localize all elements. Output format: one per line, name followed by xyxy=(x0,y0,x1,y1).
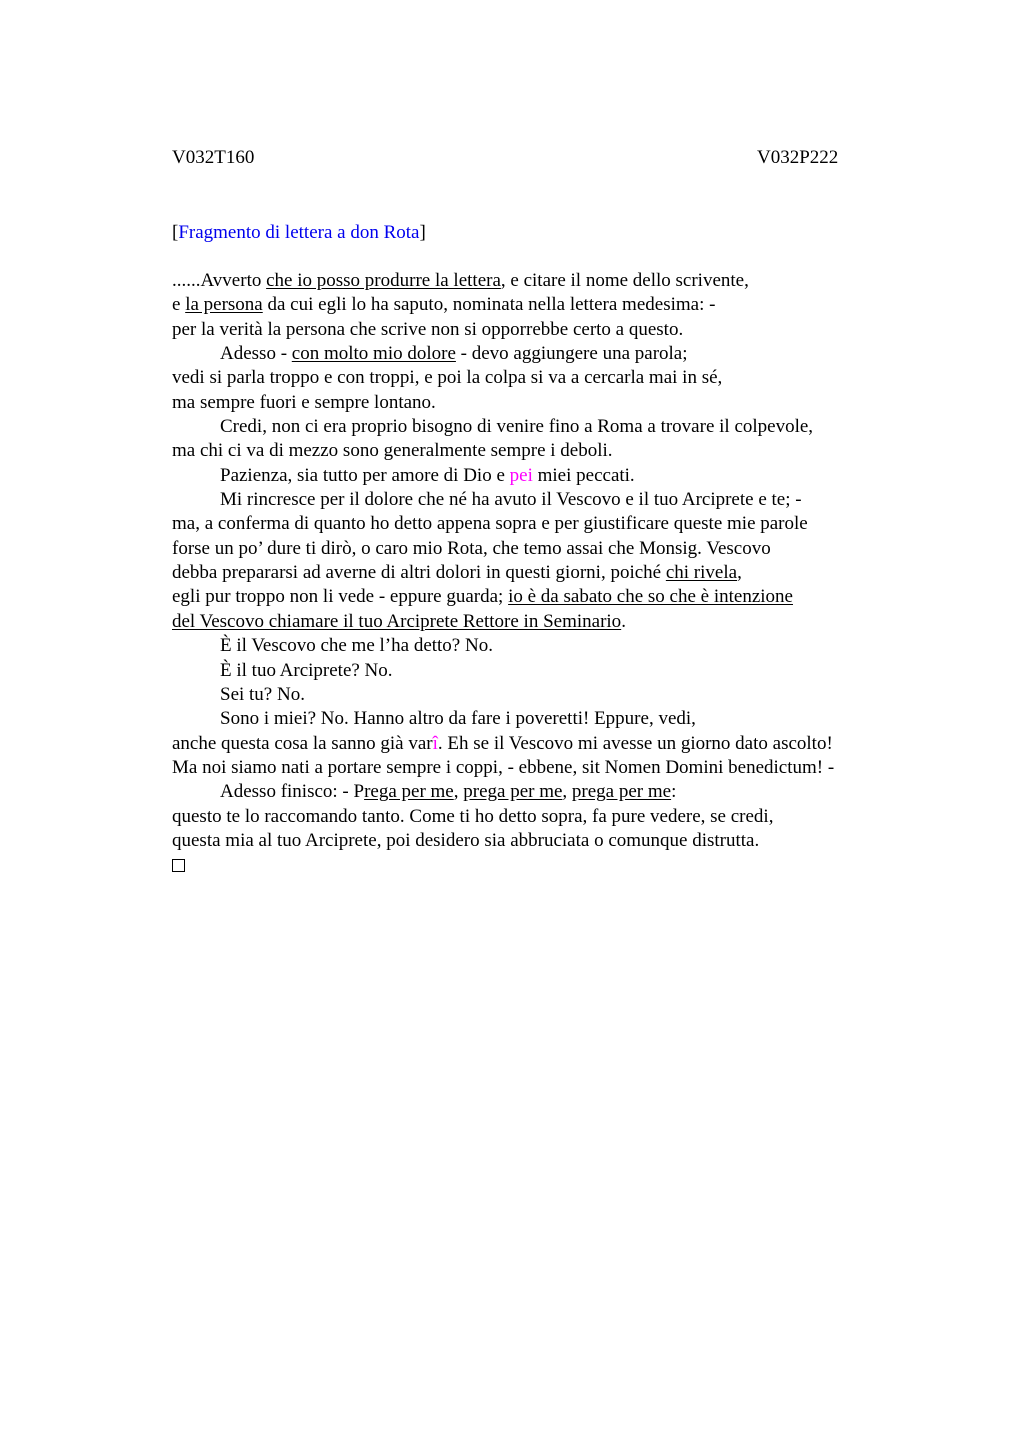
text-segment: per la verità la persona che scrive non si opporrebbe certo a questo. xyxy=(172,318,684,340)
text-segment: Sono i miei? No. Hanno altro da fare i poveretti! Eppure, vedi, xyxy=(220,708,696,730)
highlighted-text: î xyxy=(432,732,438,754)
text-segment: Pazienza, sia tutto per amore di Dio e xyxy=(220,464,510,486)
text-segment: , e citare il nome dello scrivente, xyxy=(500,270,749,291)
text-segment: questa mia al tuo Arciprete, poi desidero sia abbruciata o comunque distrutta. xyxy=(172,829,760,851)
text-segment: Sei tu? No. xyxy=(220,683,305,705)
text-line xyxy=(172,415,902,439)
text-line xyxy=(172,342,902,366)
text-segment: forse un po’ dure ti dirò, o caro mio Rota, che temo assai che Monsig. Vescovo xyxy=(172,537,771,559)
text-line xyxy=(172,805,902,829)
text-segment: Adesso - xyxy=(220,343,292,365)
empty-square-icon xyxy=(172,859,185,872)
underlined-text: prega per me xyxy=(463,781,563,803)
text-segment: Adesso finisco: - P xyxy=(220,781,365,803)
underlined-text: che io posso produrre la lettera xyxy=(266,270,501,291)
text-line xyxy=(172,659,902,683)
text-segment: questo te lo raccomando tanto. Come ti ho detto sopra, fa pure vedere, se credi, xyxy=(172,805,774,827)
text-line xyxy=(172,537,902,561)
text-line xyxy=(172,756,902,780)
text-line xyxy=(172,585,902,609)
text-line xyxy=(172,683,902,707)
underlined-text: chi rivela xyxy=(665,562,738,584)
document-title xyxy=(172,221,426,245)
text-line xyxy=(172,293,902,317)
text-segment: e xyxy=(172,294,186,316)
text-line xyxy=(172,269,902,293)
text-segment: . Eh se il Vescovo mi avesse un giorno dato ascolto! xyxy=(437,732,833,754)
text-segment: miei peccati. xyxy=(532,464,635,486)
underlined-text: con molto mio dolore xyxy=(291,343,456,365)
underlined-text: prega per me xyxy=(571,781,672,803)
text-segment: , xyxy=(737,562,742,584)
text-segment: da cui egli lo ha saputo, nominata nella lettera medesima: - xyxy=(262,294,716,316)
text-segment: ma chi ci va di mezzo sono generalmente sempre i deboli. xyxy=(172,440,613,462)
end-marker-line xyxy=(172,853,902,877)
text-segment: vedi si parla troppo e con troppi, e poi la colpa si va a cercarla mai in sé, xyxy=(172,367,723,389)
text-segment: . xyxy=(621,610,626,632)
title-text: Fragmento di lettera a don Rota xyxy=(178,222,420,243)
underlined-text: la persona xyxy=(185,294,263,316)
text-segment: Ma noi siamo nati a portare sempre i coppi, - ebbene, sit Nomen Domini benedictum! - xyxy=(172,756,835,778)
text-segment: Mi rincresce per il dolore che né ha avuto il Vescovo e il tuo Arciprete e te; - xyxy=(220,489,802,511)
text-segment: ......Avverto xyxy=(172,270,267,291)
text-line xyxy=(172,561,902,585)
text-segment: , xyxy=(562,781,572,803)
document-code-right: V032P222 xyxy=(757,147,839,168)
text-segment: egli pur troppo non li vede - eppure guarda; xyxy=(172,586,509,608)
text-line xyxy=(172,634,902,658)
text-line xyxy=(172,829,902,853)
text-segment: Credi, non ci era proprio bisogno di venire fino a Roma a trovare il colpevole, xyxy=(220,416,814,438)
title-close-bracket: ] xyxy=(419,222,426,243)
document-code-left: V032T160 xyxy=(172,147,255,168)
letter-body xyxy=(172,269,902,878)
text-line xyxy=(172,707,902,731)
highlighted-text: pei xyxy=(509,464,533,486)
underlined-text: del Vescovo chiamare il tuo Arciprete Rettore in Seminario xyxy=(172,610,622,632)
text-segment: È il Vescovo che me l’ha detto? No. xyxy=(220,635,493,657)
text-segment: anche questa cosa la sanno già var xyxy=(172,732,433,754)
text-line xyxy=(172,488,902,512)
text-line xyxy=(172,318,902,342)
text-line xyxy=(172,780,902,804)
underlined-text: io è da sabato che so che è intenzione xyxy=(508,586,793,608)
text-line xyxy=(172,732,902,756)
text-line xyxy=(172,610,902,634)
text-segment: - devo aggiungere una parola; xyxy=(455,343,688,365)
text-line xyxy=(172,439,902,463)
title-open-bracket: [ xyxy=(172,222,179,243)
text-segment: ma sempre fuori e sempre lontano. xyxy=(172,391,436,413)
underlined-text: rega per me xyxy=(364,781,454,803)
text-segment: È il tuo Arciprete? No. xyxy=(220,659,393,681)
text-segment: debba prepararsi ad averne di altri dolori in questi giorni, poiché xyxy=(172,562,666,584)
text-segment: , xyxy=(453,781,464,803)
text-line xyxy=(172,464,902,488)
text-line xyxy=(172,366,902,390)
text-segment: : xyxy=(671,781,677,803)
text-line xyxy=(172,512,902,536)
text-line xyxy=(172,391,902,415)
text-segment: ma, a conferma di quanto ho detto appena sopra e per giustificare queste mie parole xyxy=(172,513,808,535)
